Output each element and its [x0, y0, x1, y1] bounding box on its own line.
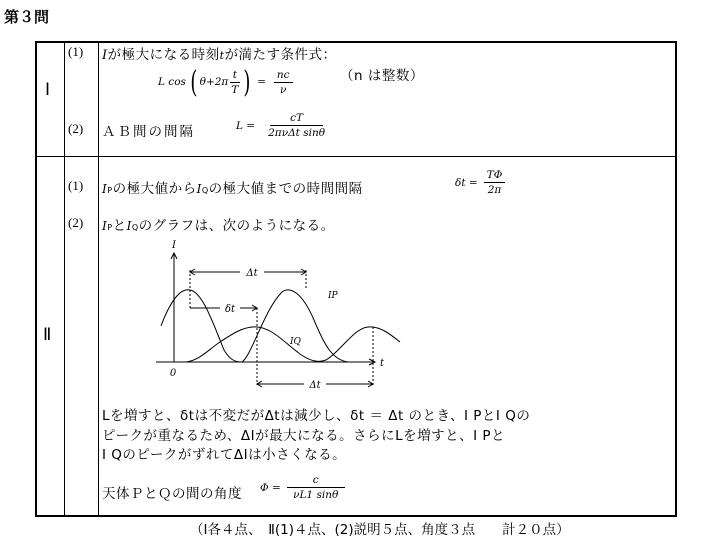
prompt-text: が極大になる時刻: [107, 47, 220, 63]
section-ii-label: Ⅱ: [43, 325, 52, 344]
fraction-angle: [287, 473, 345, 502]
paren-open: (: [190, 64, 198, 100]
explanation-line-3: I QのピークがずれてΔIは小さくなる。: [102, 447, 347, 463]
section-i-q1-number: (1): [68, 44, 84, 59]
col-divider-1: [64, 42, 65, 516]
col-divider-2: [98, 42, 99, 516]
text: の極大値までの時間間隔: [208, 181, 363, 197]
section-i-q2-formula: [236, 111, 328, 140]
mid-interval-label: δt: [224, 304, 236, 315]
text: の極大値から: [112, 181, 197, 197]
frac-den: 2πνΔt sinθ: [268, 127, 326, 139]
explanation-line-1: Lを増すと、δtは不変だがΔtは減少し、δt ＝ Δt のとき、I PとI Qの: [102, 408, 531, 424]
section-i-q1-prompt: [102, 43, 337, 63]
var-ip: I: [102, 182, 108, 196]
sub-p: P: [107, 223, 113, 232]
problem-title: 第３問: [4, 8, 50, 26]
section-ii-q1-text: [102, 177, 363, 197]
formula-lhs: L =: [236, 119, 256, 132]
top-interval-label: Δt: [246, 268, 258, 279]
integer-note: （n は整数）: [340, 68, 424, 84]
fraction-TPhi: [484, 168, 506, 197]
angle-formula: [260, 473, 345, 502]
var-t: t: [219, 49, 225, 62]
frac-num: t: [230, 68, 240, 83]
formula-lhs: Φ =: [260, 481, 281, 494]
frac-num: nc: [274, 68, 293, 83]
y-axis-label: I: [172, 240, 176, 251]
var-iq: I: [126, 219, 132, 233]
sub-p: P: [107, 186, 113, 195]
section-ii-q2-number: (2): [68, 215, 84, 230]
x-axis-label: t: [380, 358, 385, 369]
frac-den: ν: [280, 83, 287, 96]
section-i-label: Ⅰ: [45, 80, 51, 99]
frac-den: T: [231, 83, 239, 96]
sub-q: Q: [131, 223, 139, 232]
frac-num: c: [287, 473, 345, 488]
section-ii-q1-formula: [455, 168, 505, 197]
sub-q: Q: [201, 186, 209, 195]
curve-ip: [161, 290, 372, 362]
fraction-t-over-T: [228, 68, 241, 97]
fraction-nc-over-nu: [274, 68, 293, 97]
curve-iq-label: IQ: [290, 337, 301, 347]
equals: =: [257, 76, 266, 88]
text: と: [112, 218, 127, 234]
text: のグラフは、次のようになる。: [138, 218, 335, 234]
frac-den: 2π: [487, 184, 502, 196]
var-ip: I: [102, 219, 108, 233]
section-i-q2-label: ＡＢ間の間隔: [102, 124, 195, 140]
formula-inner: θ+2π: [199, 76, 229, 88]
var-iq: I: [196, 182, 202, 196]
curve-ip-label: IP: [328, 291, 338, 301]
intensity-graph: [140, 230, 402, 400]
angle-label: 天体ＰとＱの間の角度: [102, 486, 242, 502]
scoring-note: （Ⅰ各４点、 Ⅱ(1)４点、(2)説明５点、角度３点 計２０点）: [190, 522, 570, 538]
bottom-interval-label: Δt: [309, 380, 321, 391]
formula-lhs: δt =: [455, 176, 478, 189]
frac-num: TΦ: [484, 168, 506, 183]
fraction-cT: [265, 111, 328, 140]
formula-lhs: L cos: [158, 76, 186, 88]
frac-num: cT: [270, 111, 323, 126]
explanation-line-2: ピークが重なるため、ΔIが最大になる。さらにLを増すと、I Pと: [102, 428, 506, 444]
row-divider: [37, 156, 675, 157]
var-i: I: [102, 48, 108, 63]
frac-den: νL1 sinθ: [293, 489, 339, 501]
origin-label: 0: [169, 368, 177, 379]
section-i-q1-formula: [158, 62, 293, 102]
section-ii-q1-number: (1): [68, 178, 84, 193]
section-i-q2-number: (2): [68, 121, 84, 136]
paren-close: ): [243, 64, 251, 100]
prompt-text-end: が満たす条件式：: [224, 47, 337, 63]
